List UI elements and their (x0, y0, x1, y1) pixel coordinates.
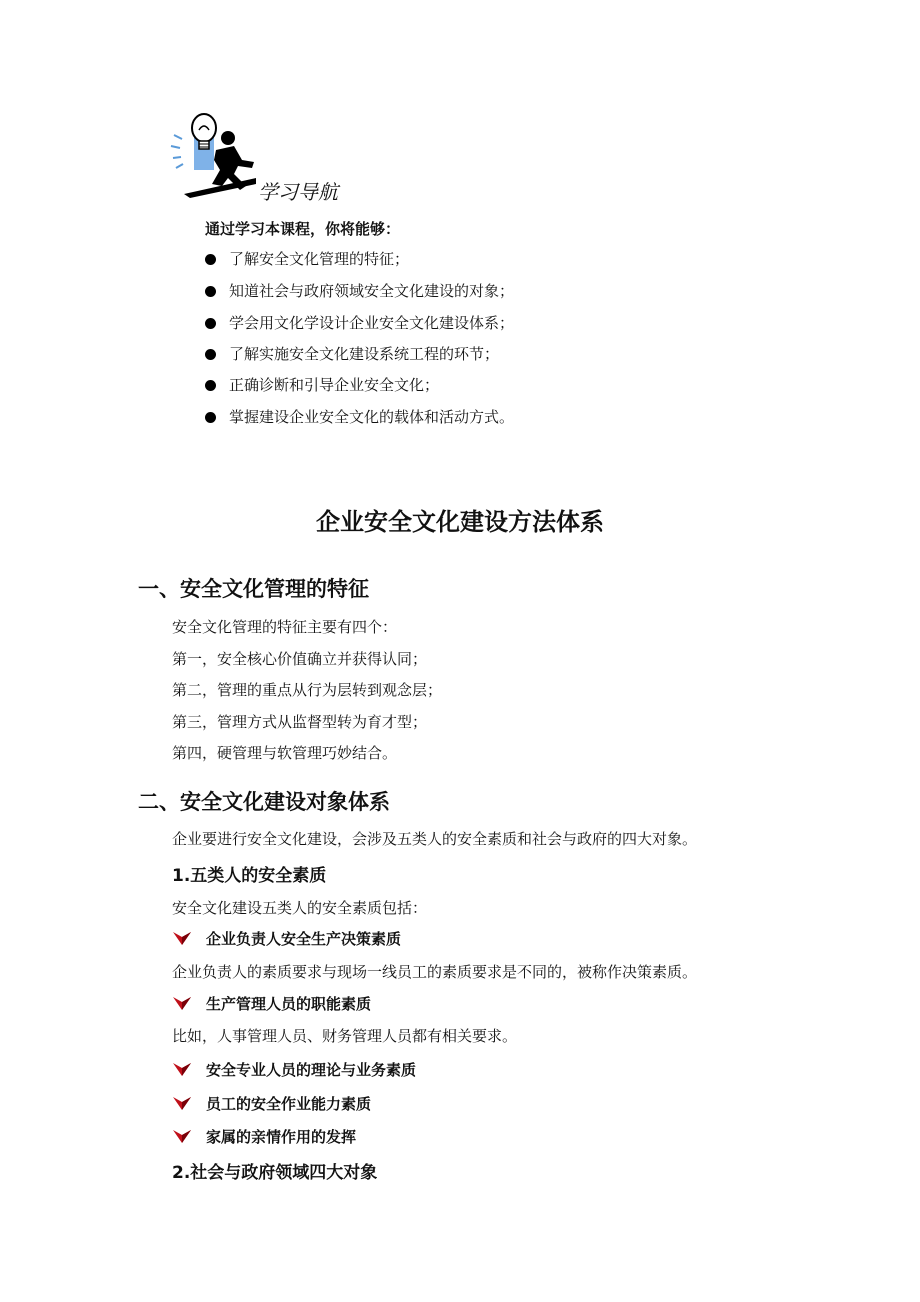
arrow-bullet-icon (172, 994, 192, 1012)
bullet-item: 家属的亲情作用的发挥 (172, 1126, 356, 1147)
bullet-item: 生产管理人员的职能素质 (172, 993, 371, 1014)
objective-item: 掌握建设企业安全文化的载体和活动方式。 (205, 406, 514, 428)
paragraph: 安全文化建设五类人的安全素质包括： (172, 899, 428, 917)
bullet-dot-icon (205, 286, 216, 297)
lightbulb-figure-icon (168, 108, 260, 198)
subsection-heading: 1.五类人的安全素质 (172, 866, 327, 886)
objective-item: 知道社会与政府领域安全文化建设的对象； (205, 280, 514, 302)
document-title: 企业安全文化建设方法体系 (316, 508, 604, 536)
objective-item: 了解安全文化管理的特征； (205, 248, 409, 270)
nav-title: 学习导航 (258, 180, 338, 204)
paragraph: 第四，硬管理与软管理巧妙结合。 (172, 744, 398, 762)
paragraph: 企业负责人的素质要求与现场一线员工的素质要求是不同的，被称作决策素质。 (172, 963, 698, 981)
nav-intro: 通过学习本课程，你将能够： (205, 220, 401, 238)
bullet-dot-icon (205, 254, 216, 265)
paragraph: 安全文化管理的特征主要有四个： (172, 618, 398, 636)
paragraph: 第一，安全核心价值确立并获得认同； (172, 650, 428, 668)
objective-item: 正确诊断和引导企业安全文化； (205, 374, 439, 396)
arrow-bullet-icon (172, 929, 192, 947)
subsection-heading: 2.社会与政府领域四大对象 (172, 1163, 378, 1183)
bullet-item: 员工的安全作业能力素质 (172, 1093, 371, 1114)
paragraph: 比如，人事管理人员、财务管理人员都有相关要求。 (172, 1027, 518, 1045)
objective-item: 学会用文化学设计企业安全文化建设体系； (205, 312, 514, 334)
arrow-bullet-icon (172, 1060, 192, 1078)
paragraph: 第二，管理的重点从行为层转到观念层； (172, 681, 443, 699)
section-heading: 二、安全文化建设对象体系 (138, 790, 390, 814)
bullet-dot-icon (205, 380, 216, 391)
bullet-dot-icon (205, 349, 216, 360)
arrow-bullet-icon (172, 1127, 192, 1145)
paragraph: 第三，管理方式从监督型转为育才型； (172, 713, 428, 731)
bullet-item: 企业负责人安全生产决策素质 (172, 928, 401, 949)
objective-item: 了解实施安全文化建设系统工程的环节； (205, 343, 499, 365)
arrow-bullet-icon (172, 1094, 192, 1112)
paragraph: 企业要进行安全文化建设，会涉及五类人的安全素质和社会与政府的四大对象。 (172, 830, 698, 848)
bullet-dot-icon (205, 318, 216, 329)
bullet-dot-icon (205, 412, 216, 423)
bullet-item: 安全专业人员的理论与业务素质 (172, 1059, 416, 1080)
section-heading: 一、安全文化管理的特征 (138, 577, 369, 601)
